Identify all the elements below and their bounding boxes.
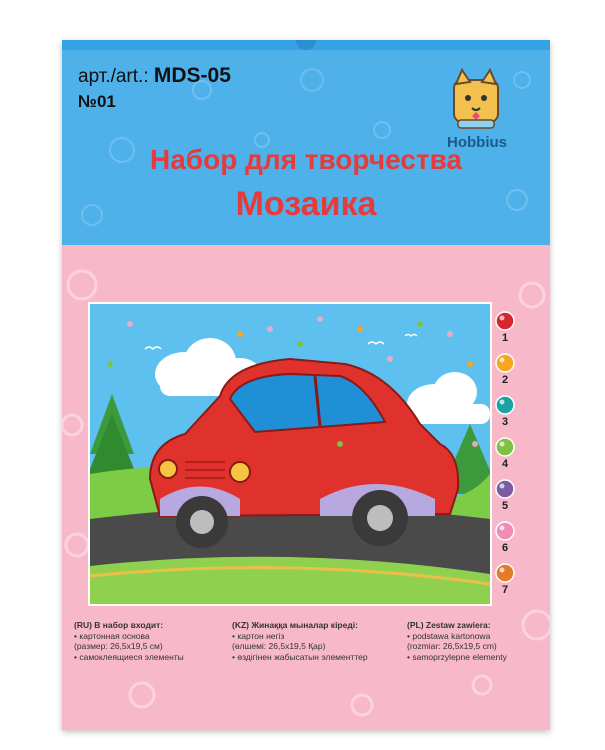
color-legend [490, 310, 520, 602]
info-pl-line: • samoprzylepne elementy [407, 651, 507, 662]
info-pl [407, 620, 542, 662]
title-line-1: Набор для творчества [150, 144, 462, 175]
legend-number: 5 [501, 500, 509, 512]
set-number: №01 [78, 92, 116, 111]
gem-stone-icon [494, 478, 516, 500]
article-code: MDS-05 [153, 64, 231, 87]
legend-number: 6 [501, 542, 509, 554]
brand-name: Hobbius [447, 134, 507, 151]
gem-stone-icon [494, 520, 516, 542]
info-pl-head: (PL) Zestaw zawiera: [407, 620, 491, 630]
gem-stone-icon [494, 562, 516, 584]
product-package [62, 40, 550, 730]
cat-logo-icon [432, 66, 522, 136]
gem-stone-icon [494, 394, 516, 416]
legend-number: 4 [501, 458, 509, 470]
info-ru-line: (размер: 26,5х19,5 см) [74, 641, 163, 651]
info-pl-line: • podstawa kartonowa [407, 630, 491, 641]
info-ru-head: (RU) В набор входит: [74, 620, 164, 630]
info-ru-line: • самоклеящиеся элементы [74, 651, 184, 662]
article-label: арт./art.: [78, 66, 149, 87]
gem-stone-icon [494, 352, 516, 374]
info-kz-line: (өлшемі: 26,5х19,5 Қар) [232, 641, 326, 651]
info-kz-line: • картон негіз [232, 630, 285, 641]
info-kz-line: • өздігінен жабысатын элементтер [232, 651, 368, 662]
info-pl-line: (rozmiar: 26,5x19,5 cm) [407, 641, 497, 651]
article-number [78, 64, 231, 88]
info-ru [74, 620, 224, 662]
title-line-2: Мозаика [235, 185, 377, 223]
gem-stone-icon [494, 310, 516, 332]
legend-number: 2 [501, 374, 509, 386]
gem-stone-icon [494, 436, 516, 458]
mosaic-picture [88, 302, 492, 606]
info-kz-head: (KZ) Жинаққа мыналар кіреді: [232, 620, 358, 630]
legend-number: 1 [501, 332, 509, 344]
info-ru-line: • картонная основа [74, 630, 150, 641]
info-kz [232, 620, 392, 662]
car-illustration [90, 304, 490, 604]
legend-number: 3 [501, 416, 509, 428]
legend-number: 7 [501, 584, 509, 596]
